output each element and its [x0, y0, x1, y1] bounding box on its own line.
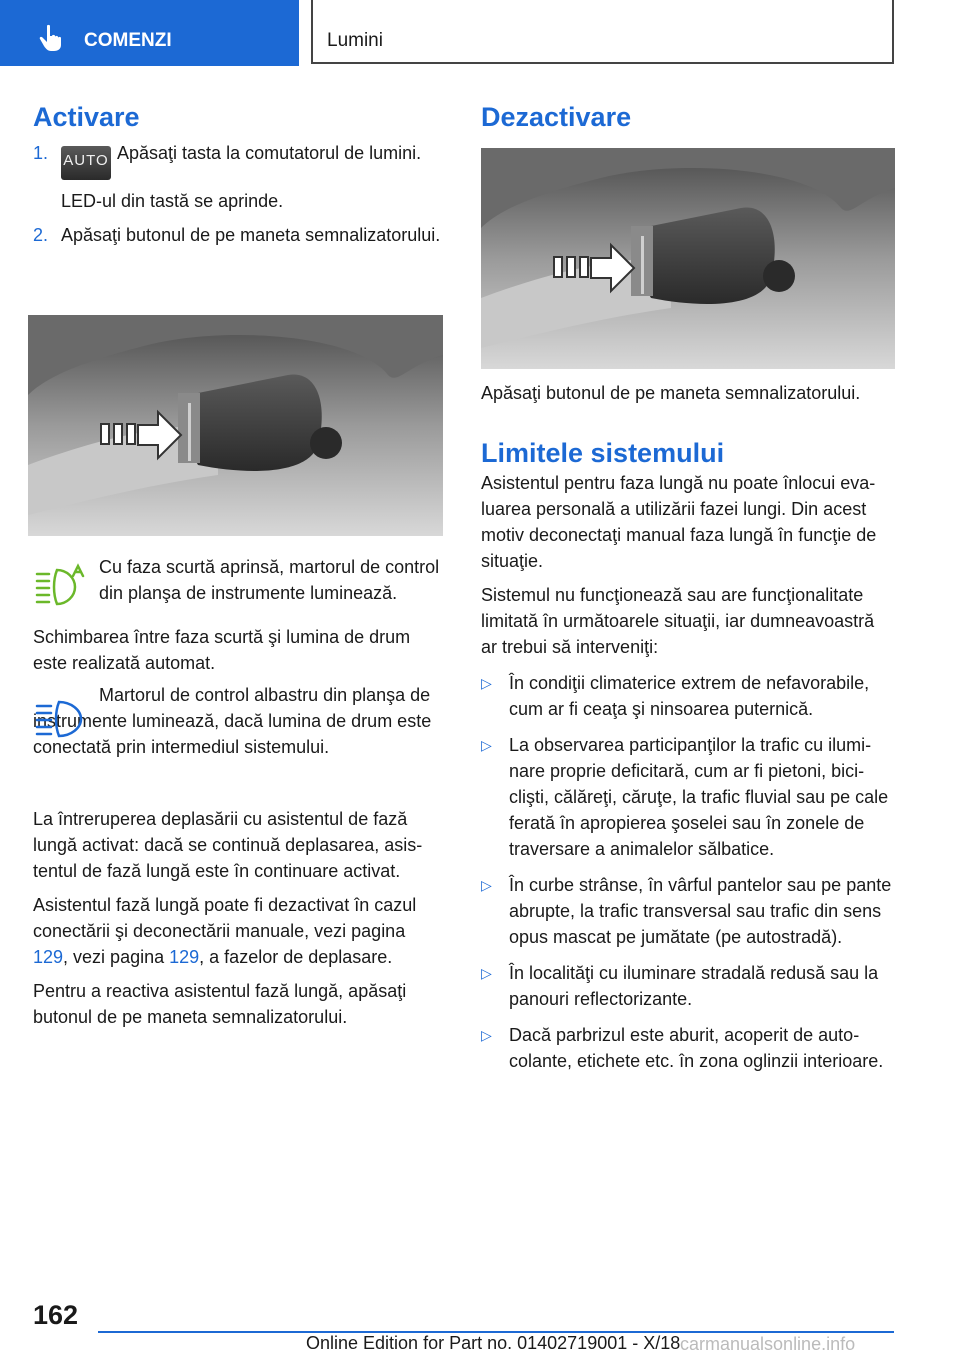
list-item-text: În localităţi cu iluminare stradală redusă sau la panouri reflectorizante.	[509, 963, 879, 1009]
left-column-paragraphs	[33, 806, 445, 1030]
paragraph-interruption: La întreruperea deplasării cu asistentul de fază lungă activat: dacă se continuă deplasarea, asistentul de fază lungă este în continuare activat.	[33, 809, 423, 881]
auto-key-icon: AUTO	[61, 146, 111, 180]
list-item	[481, 670, 895, 722]
triangle-bullet-icon: ▷	[481, 737, 492, 753]
step-1-text: Apăsaţi tasta la comutatorul de lumini.	[117, 143, 422, 163]
limitations-list	[481, 670, 895, 1074]
section-tab[interactable]	[0, 0, 299, 66]
auto-low-beam-indicator-icon	[33, 562, 89, 610]
paragraph-deactivation	[33, 892, 445, 970]
triangle-bullet-icon: ▷	[481, 1027, 492, 1043]
watermark-text: carmanualsonline.info	[680, 1334, 856, 1354]
step-1-number: 1.	[33, 143, 49, 163]
paragraph-deactivation-text-a: Asistentul fază lungă poate fi dezactivat în cazul conectării şi deconectării manuale, vezi pagina	[33, 895, 417, 941]
paragraph-switching: Schimbarea între faza scurtă şi lumina de drum este realizată automat.	[33, 627, 411, 673]
page-link-129-b[interactable]: 129	[169, 947, 200, 967]
chapter-header	[311, 0, 894, 64]
high-beam-indicator-text: Martorul de control albastru din planşa de instrumente luminează, dacă lumina de drum este conectată prin intermediul sistemului.	[33, 685, 432, 757]
list-item-text: La observarea participanţilor la trafic cu iluminare proprie deficitară, cum ar fi pietoni, biciclişti, călăreţi, căruţe, la trafic fluvial sau pe cale ferată în apropierea şoselei sau în zonele de traversare a animalelor sălbatice.	[509, 735, 889, 859]
paragraph-limits-intro: Asistentul pentru faza lungă nu poate înlocui evaluarea personală a utilizării fazei lungi. Din acest motiv deconectaţi manual faza lungă în funcţie de situaţie.	[481, 473, 877, 571]
heading-dezactivare: Dezactivare	[481, 102, 632, 132]
chapter-label: Lumini	[327, 30, 383, 51]
paragraph-limits-situations: Sistemul nu funcţionează sau are funcţionalitate limitată în următoarele situaţii, iar dumneavoastră ar trebui să interveniţi:	[481, 585, 875, 657]
hand-pointer-icon	[38, 24, 64, 52]
low-beam-indicator-text: Cu faza scurtă aprinsă, martorul de control din planşa de instrumente luminează.	[99, 557, 440, 603]
list-item-text: În condiţii climaterice extrem de nefavorabile, cum ar fi ceaţa şi ninsoarea puternică.	[509, 673, 870, 719]
triangle-bullet-icon: ▷	[481, 965, 492, 981]
triangle-bullet-icon: ▷	[481, 877, 492, 893]
heading-activare: Activare	[33, 102, 140, 132]
heading-limitele-sistemului: Limitele sistemului	[481, 438, 725, 468]
list-item	[481, 872, 895, 950]
step-2-number: 2.	[33, 225, 49, 245]
paragraph-deactivation-text-c: , a fazelor de deplasare.	[199, 947, 393, 967]
list-item-text: Dacă parbrizul este aburit, acoperit de autocolante, etichete etc. în zona oglinzii interioare.	[509, 1025, 884, 1071]
paragraph-deactivation-text-b: , vezi pagina	[63, 947, 170, 967]
list-item	[481, 732, 895, 862]
step-2	[33, 222, 445, 248]
list-item	[481, 960, 895, 1012]
left-column	[33, 104, 445, 248]
turn-signal-stalk-illustration	[28, 315, 443, 536]
stalk-illustration-svg-2	[481, 148, 895, 369]
list-item-text: În curbe strânse, în vârful pantelor sau pe pante abrupte, la trafic transversal sau trafic din sens opus mascat pe jumătate (pe autostradă).	[509, 875, 892, 947]
edition-info: Online Edition for Part no. 01402719001 - X/18	[306, 1333, 681, 1353]
step-1	[33, 140, 445, 180]
section-label: COMENZI	[84, 30, 172, 51]
illustration-caption: Apăsaţi butonul de pe maneta semnalizatorului.	[481, 383, 861, 403]
paragraph-reactivate: Pentru a reactiva asistentul fază lungă, apăsaţi butonul de pe maneta semnalizatorului.	[33, 981, 407, 1027]
turn-signal-stalk-illustration-deactivate	[481, 148, 895, 369]
right-heading-block	[481, 104, 895, 130]
step-2-text: Apăsaţi butonul de pe maneta semnalizatorului.	[61, 225, 441, 245]
triangle-bullet-icon: ▷	[481, 675, 492, 691]
list-item	[481, 1022, 895, 1074]
step-1-result: LED-ul din tastă se aprinde.	[61, 191, 284, 211]
page-link-129-a[interactable]: 129	[33, 947, 64, 967]
right-column	[481, 380, 895, 1074]
stalk-illustration-svg	[28, 315, 443, 536]
low-beam-indicator-block	[33, 554, 445, 676]
page-number: 162	[33, 1300, 79, 1330]
high-beam-indicator-icon	[33, 694, 89, 742]
high-beam-indicator-block	[33, 682, 445, 760]
